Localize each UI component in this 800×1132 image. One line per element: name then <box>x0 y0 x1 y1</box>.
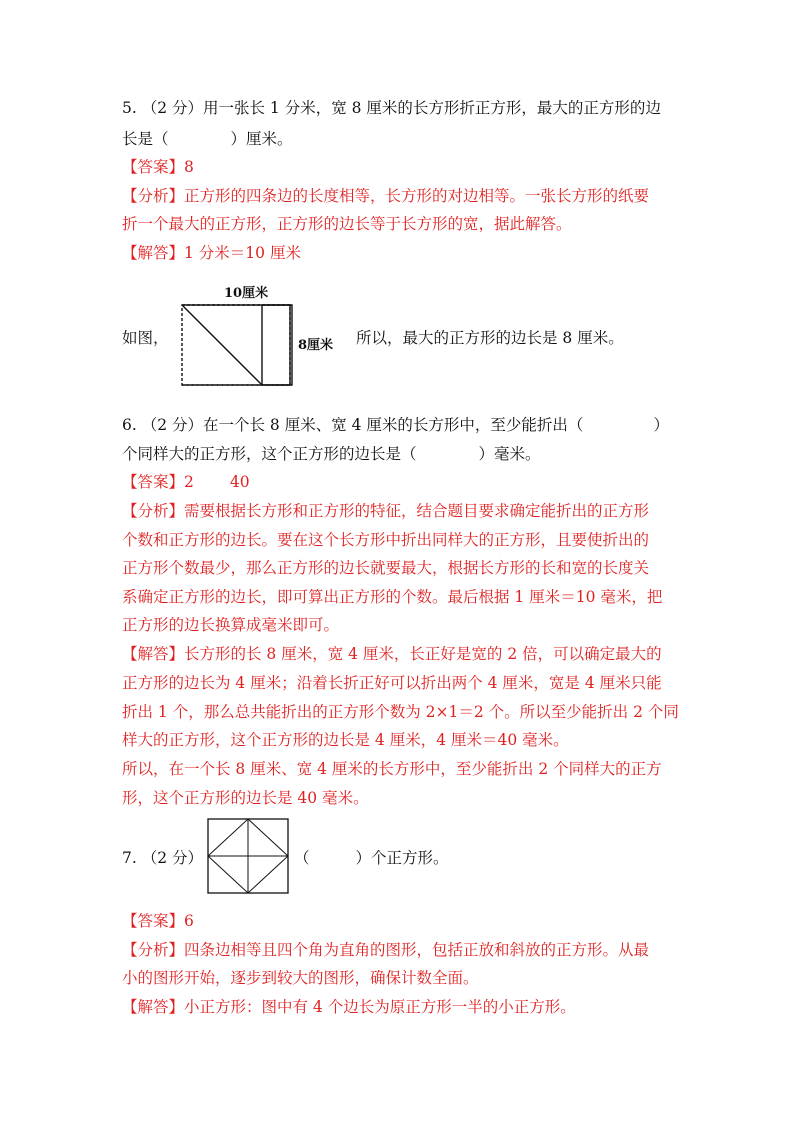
q6-analysis-line-5: 正方形的边长换算成毫米即可。 <box>122 616 340 634</box>
q6-analysis-line-3: 正方形个数最少，那么正方形的边长就要最大，根据长方形的长和宽的长度关 <box>122 559 650 577</box>
q5-question-line-1: 5. （2 分）用一张长 1 分米，宽 8 厘米的长方形折正方形，最大的正方形的边 <box>122 99 661 117</box>
q5-diagonal-fold <box>182 305 262 385</box>
q6-answer-first: 【答案】2 <box>122 473 194 491</box>
q6-blank-close-1: ） <box>653 416 669 434</box>
q6-analysis-line-2: 个数和正方形的边长。要在这个长方形中折出同样大的正方形，且要使折出的 <box>122 531 650 549</box>
q6-analysis-line-1: 【分析】需要根据长方形和正方形的特征，结合题目要求确定能折出的正方形 <box>122 502 650 520</box>
q5-solution: 【解答】1 分米＝10 厘米 <box>122 244 301 262</box>
q5-answer: 【答案】8 <box>122 158 194 176</box>
q7-answer: 【答案】6 <box>122 912 194 930</box>
q6-solution-line-2: 正方形的边长为 4 厘米；沿着长折正好可以折出两个 4 厘米，宽是 4 厘米只能 <box>122 674 662 692</box>
q6-blank-close-2: ）毫米。 <box>478 445 541 463</box>
q6-question-text-2: 个同样大的正方形，这个正方形的边长是（ <box>122 445 417 463</box>
q7-solution: 【解答】小正方形：图中有 4 个边长为原正方形一半的小正方形。 <box>122 998 576 1016</box>
q5-fold-square-outline <box>182 305 290 385</box>
q5-figure-prefix: 如图， <box>122 329 169 347</box>
q7-square-figure <box>204 818 290 894</box>
q7-question-prefix: 7. （2 分） <box>122 849 204 867</box>
q6-answer-second: 40 <box>229 473 250 491</box>
q6-solution-line-1: 【解答】长方形的长 8 厘米，宽 4 厘米，长正好是宽的 2 倍，可以确定最大的 <box>122 645 662 663</box>
q5-figure-conclusion: 所以，最大的正方形的边长是 8 厘米。 <box>356 329 624 347</box>
q7-blank-close: ）个正方形。 <box>355 849 449 867</box>
q6-solution-line-4: 样大的正方形，这个正方形的边长是 4 厘米，4 厘米＝40 毫米。 <box>122 731 569 749</box>
q5-side-width-label: 8厘米 <box>298 338 334 353</box>
q5-remaining-strip <box>262 305 292 385</box>
q7-question-suffix <box>294 848 594 868</box>
q5-blank-close: ）厘米。 <box>230 130 293 148</box>
q6-question-text-1: 6. （2 分）在一个长 8 厘米、宽 4 厘米的长方形中，至少能折出（ <box>122 416 584 434</box>
q7-analysis-line-1: 【分析】四条边相等且四个角为直角的图形，包括正放和斜放的正方形。从最 <box>122 941 650 959</box>
q5-analysis-line-1: 【分析】正方形的四条边的长度相等，长方形的对边相等。一张长方形的纸要 <box>122 187 650 205</box>
q6-answer <box>122 472 682 492</box>
q5-analysis-line-2: 折一个最大的正方形，正方形的边长等于长方形的宽，据此解答。 <box>122 215 572 233</box>
q7-analysis-line-2: 小的图形开始，逐步到较大的图形，确保计数全面。 <box>122 969 479 987</box>
q6-solution-line-6: 形，这个正方形的边长是 40 毫米。 <box>122 789 369 807</box>
q6-question-line-1 <box>122 415 682 435</box>
q6-question-line-2 <box>122 444 682 464</box>
q6-solution-line-5: 所以，在一个长 8 厘米、宽 4 厘米的长方形中，至少能折出 2 个同样大的正方 <box>122 760 662 778</box>
q6-analysis-line-4: 系确定正方形的边长，即可算出正方形的个数。最后根据 1 厘米＝10 毫米，把 <box>122 588 663 606</box>
q5-blank-open: 长是（ <box>122 130 169 148</box>
q6-solution-line-3: 折出 1 个，那么总共能折出的正方形个数为 2×1＝2 个。所以至少能折出 2 个同 <box>122 703 679 721</box>
q5-top-length-label: 10厘米 <box>224 286 269 301</box>
q7-blank-open: （ <box>294 849 310 867</box>
q5-rectangle-figure <box>176 278 346 390</box>
q5-question-line-2 <box>122 129 682 149</box>
